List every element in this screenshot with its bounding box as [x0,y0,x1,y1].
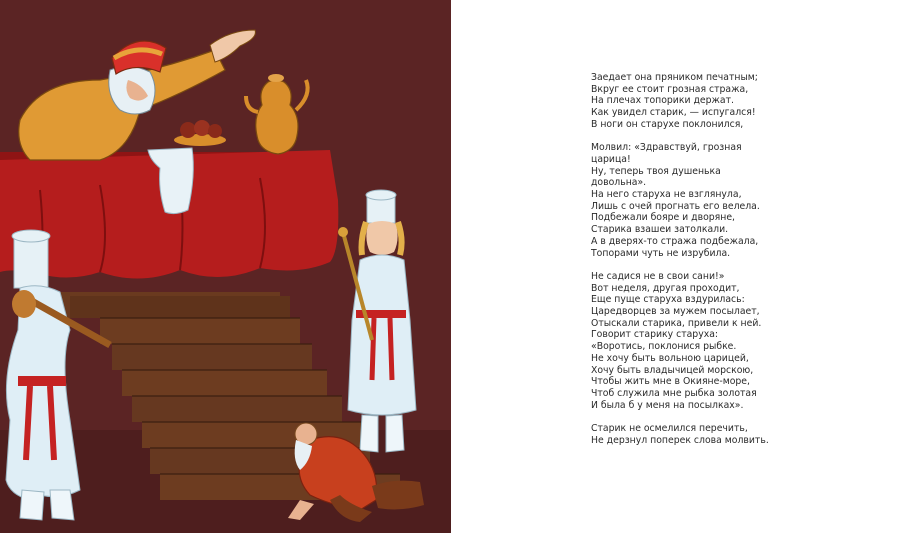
poem-line: «Воротись, поклонися рыбке. [591,341,737,353]
poem-line: довольна». [591,177,647,189]
poem-line: Лишь с очей прогнать его велела. [591,200,760,212]
poem-line: Топорами чуть не изрубила. [591,247,731,259]
poem-line: Подбежали бояре и дворяне, [591,212,736,224]
poem-line: Молвил: «Здравствуй, грозная [591,142,742,154]
poem-line: Чтобы жить мне в Окияне-море, [591,376,750,388]
poem-line: На плечах топорики держат. [591,95,734,107]
poem-line: На него старуха не взглянула, [591,189,742,201]
poem-line: царица! [591,153,631,165]
table-with-tablecloth [0,148,338,279]
poem-line: Не дерзнул поперек слова молвить. [591,434,769,446]
poem-line: Ну, теперь твоя душенька [591,165,721,177]
poem-line: Царедворцев за мужем посылает, [591,306,760,318]
poem-line: Заедает она пряником печатным; [591,72,758,83]
poem-line: А в дверях-то стража подбежала, [591,235,759,247]
stanza [591,142,891,259]
poem-text [591,72,891,458]
poem-line: Старика взашеи затолкали. [591,224,729,236]
poem-line: Хочу быть владычицей морскою, [591,364,754,376]
poem-line: Вкруг ее стоит грозная стража, [591,83,749,95]
text-page [451,0,900,533]
stanza [591,271,891,411]
poem-line: Еще пуще старуха вздурилась: [591,294,745,306]
stanza [591,72,891,131]
poem-line: Вот неделя, другая проходит, [591,282,740,294]
poem-line: Не садися не в свои сани!» [591,270,725,282]
poem-line: Отыскали старика, привели к ней. [591,317,762,329]
poem-line: Старик не осмелился перечить, [591,423,748,435]
poem-line: И была б у меня на посылках». [591,399,744,411]
poem-line: Чтоб служила мне рыбка золотая [591,387,757,399]
poem-line: В ноги он старухе поклонился, [591,118,744,130]
stanza [591,423,891,446]
poem-line: Как увидел старик, — испугался! [591,107,756,119]
poem-line: Не хочу быть вольною царицей, [591,352,749,364]
poem-line: Говорит старику старуха: [591,329,719,341]
